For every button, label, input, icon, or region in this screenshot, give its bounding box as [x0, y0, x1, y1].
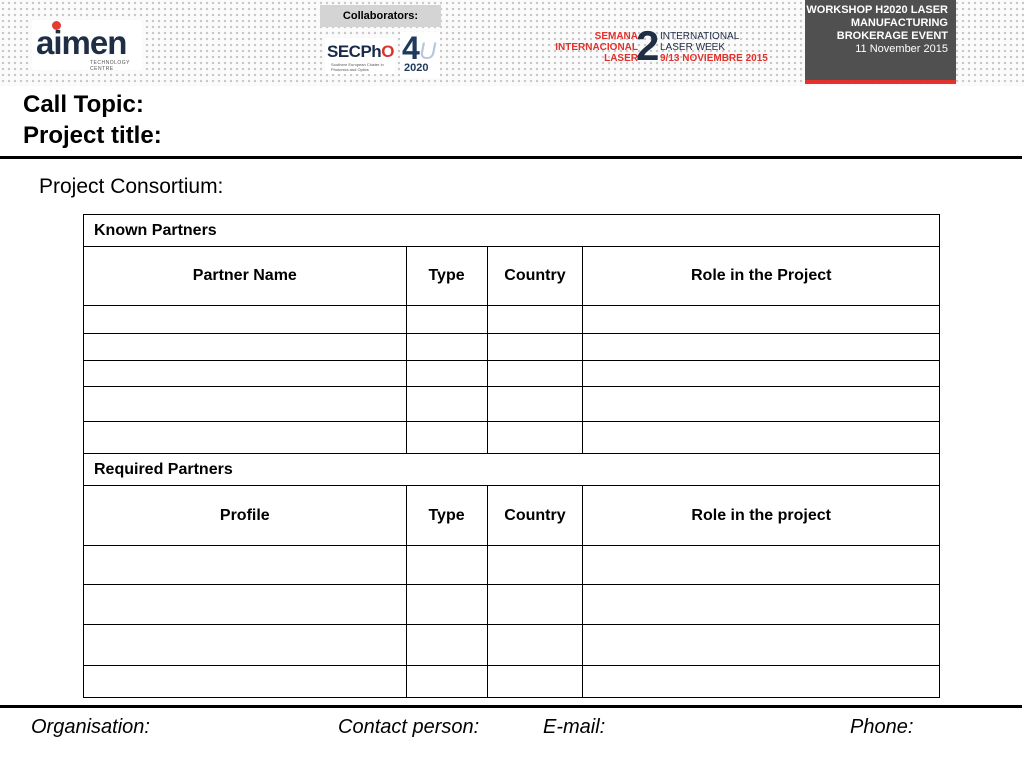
workshop-line-2: MANUFACTURING — [850, 17, 948, 29]
partner-name-cell[interactable] — [84, 361, 407, 387]
workshop-date: 11 November 2015 — [855, 43, 948, 55]
workshop-event-badge — [805, 0, 956, 84]
col-header-type: Type — [406, 486, 487, 546]
phone-label: Phone: — [850, 716, 914, 738]
country-cell[interactable] — [487, 334, 583, 361]
country-cell[interactable] — [487, 546, 583, 585]
type-cell[interactable] — [406, 387, 487, 422]
call-topic-label: Call Topic: — [23, 91, 144, 118]
role-cell[interactable] — [583, 387, 940, 422]
col-header-type: Type — [406, 247, 487, 306]
secpho-logo-subtitle: Southern European Cluster in Photonics and Optics — [331, 62, 384, 72]
contact-person-label: Contact person: — [338, 716, 480, 738]
header-banner — [0, 0, 1024, 86]
table-row[interactable] — [84, 546, 940, 585]
partner-name-cell[interactable] — [84, 387, 407, 422]
semana-logo-right-text: INTERNATIONAL LASER WEEK 9/13 NOVIEMBRE 2015 — [660, 31, 768, 64]
profile-cell[interactable] — [84, 625, 407, 666]
country-cell[interactable] — [487, 666, 583, 698]
organisation-label: Organisation: — [31, 716, 150, 738]
role-cell[interactable] — [583, 422, 940, 454]
role-cell[interactable] — [583, 585, 940, 625]
partner-name-cell[interactable] — [84, 422, 407, 454]
consortium-table — [83, 214, 940, 698]
country-cell[interactable] — [487, 361, 583, 387]
country-cell[interactable] — [487, 422, 583, 454]
type-cell[interactable] — [406, 625, 487, 666]
country-cell[interactable] — [487, 625, 583, 666]
semana-logo-left-text: SEMANA INTERNACIONAL LASER — [555, 31, 638, 64]
table-row[interactable] — [84, 585, 940, 625]
workshop-line-1: WORKSHOP H2020 LASER — [806, 4, 948, 16]
partner-name-cell[interactable] — [84, 306, 407, 334]
role-cell[interactable] — [583, 306, 940, 334]
country-cell[interactable] — [487, 306, 583, 334]
secpho-logo-text: SECPhO — [327, 42, 394, 61]
known-partners-section-label: Known Partners — [84, 215, 940, 247]
type-cell[interactable] — [406, 334, 487, 361]
required-partners-section-label: Required Partners — [84, 454, 940, 486]
four-u-logo-year: 2020 — [404, 62, 429, 74]
col-header-profile: Profile — [84, 486, 407, 546]
col-header-country: Country — [487, 247, 583, 306]
table-row[interactable] — [84, 334, 940, 361]
col-header-role: Role in the Project — [583, 247, 940, 306]
col-header-country: Country — [487, 486, 583, 546]
table-row[interactable] — [84, 361, 940, 387]
four-u-logo-letter: U — [419, 38, 437, 65]
table-row[interactable] — [84, 666, 940, 698]
partner-name-cell[interactable] — [84, 334, 407, 361]
known-partners-header-row — [84, 247, 940, 306]
profile-cell[interactable] — [84, 666, 407, 698]
type-cell[interactable] — [406, 361, 487, 387]
project-consortium-label: Project Consortium: — [39, 175, 224, 198]
profile-cell[interactable] — [84, 546, 407, 585]
semana-logo-dates: 9/13 NOVIEMBRE 2015 — [660, 53, 768, 64]
type-cell[interactable] — [406, 666, 487, 698]
role-cell[interactable] — [583, 546, 940, 585]
country-cell[interactable] — [487, 585, 583, 625]
semana-laser-logo — [548, 22, 772, 70]
type-cell[interactable] — [406, 546, 487, 585]
type-cell[interactable] — [406, 306, 487, 334]
project-title-label: Project title: — [23, 122, 162, 149]
four-u-logo-number: 4 — [402, 30, 420, 66]
profile-cell[interactable] — [84, 585, 407, 625]
table-row[interactable] — [84, 422, 940, 454]
aimen-logo-subtitle: TECHNOLOGY CENTRE — [90, 60, 130, 72]
collaborators-label: Collaborators: — [320, 5, 441, 27]
type-cell[interactable] — [406, 422, 487, 454]
role-cell[interactable] — [583, 361, 940, 387]
bottom-divider — [0, 705, 1022, 708]
table-row[interactable] — [84, 387, 940, 422]
col-header-partner-name: Partner Name — [84, 247, 407, 306]
role-cell[interactable] — [583, 666, 940, 698]
required-partners-header-row — [84, 486, 940, 546]
country-cell[interactable] — [487, 387, 583, 422]
table-row[interactable] — [84, 306, 940, 334]
workshop-line-3: BROKERAGE EVENT — [836, 30, 948, 42]
email-label: E-mail: — [543, 716, 606, 738]
table-row[interactable] — [84, 625, 940, 666]
type-cell[interactable] — [406, 585, 487, 625]
secpho-logo — [325, 38, 395, 74]
semana-logo-number: 2 — [636, 22, 660, 69]
role-cell[interactable] — [583, 625, 940, 666]
col-header-role: Role in the project — [583, 486, 940, 546]
four-u-2020-logo — [400, 32, 440, 78]
aimen-logo-text: aimen — [36, 24, 127, 61]
aimen-logo — [32, 20, 142, 70]
top-divider — [0, 156, 1022, 159]
role-cell[interactable] — [583, 334, 940, 361]
